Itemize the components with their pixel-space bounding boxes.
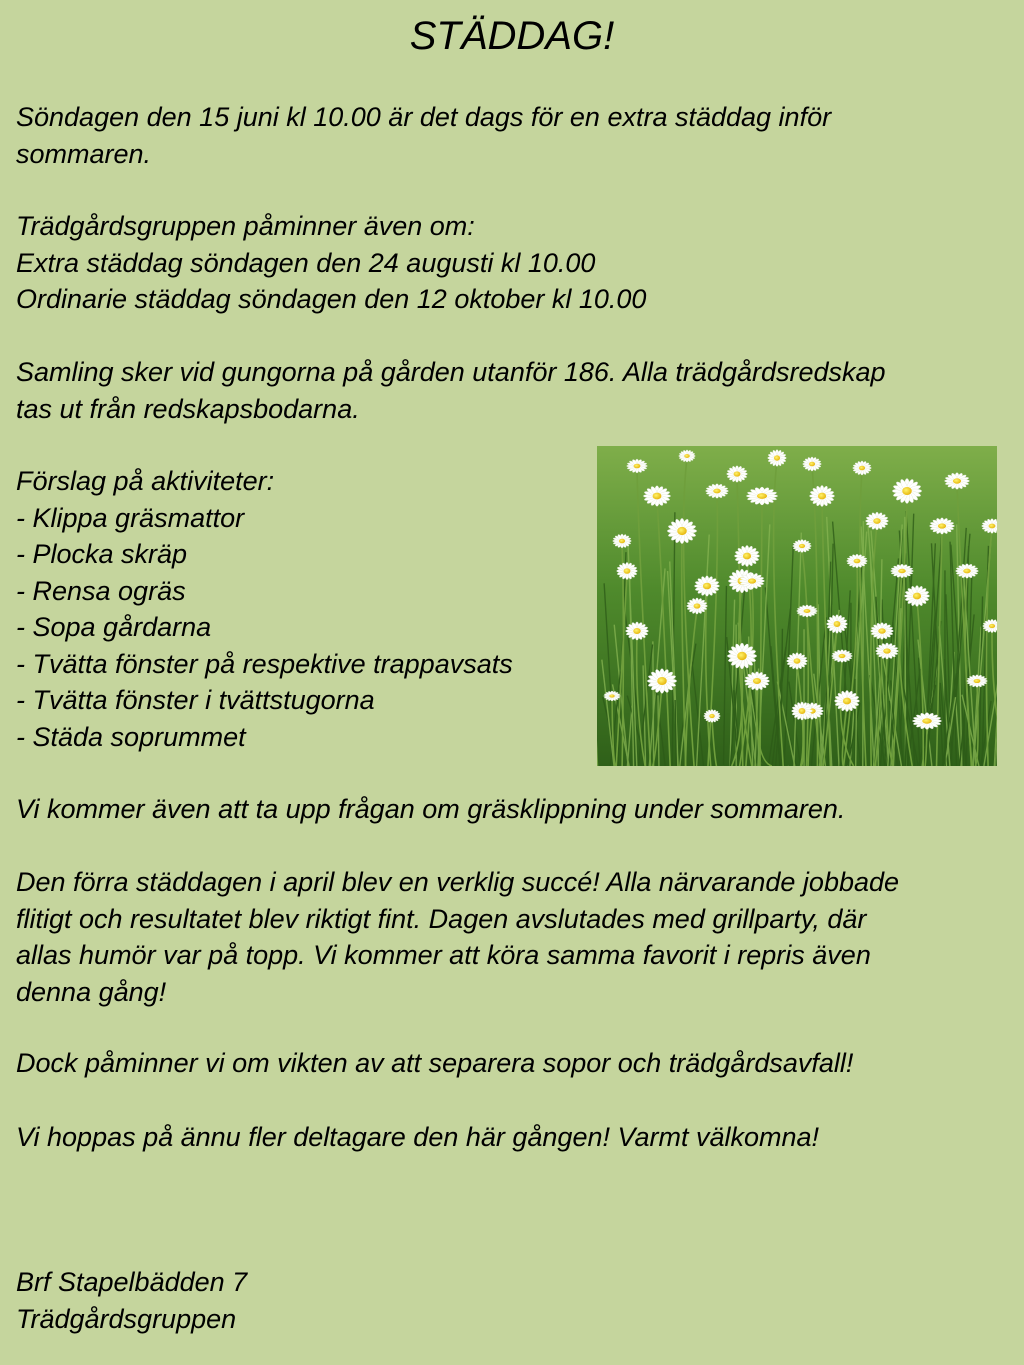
daisy-flower bbox=[904, 586, 929, 607]
daisy-flower bbox=[967, 675, 988, 688]
list-item: - Tvätta fönster i tvättstugorna bbox=[16, 685, 375, 715]
reminder-heading: Trädgårdsgruppen påminner även om: bbox=[16, 211, 475, 241]
previous-line: flitigt och resultatet blev riktigt fint. Dagen avslutades med grillparty, där bbox=[16, 903, 867, 934]
previous-line: allas humör var på topp. Vi kommer att köra samma favorit i repris även bbox=[16, 940, 871, 970]
intro-paragraph bbox=[16, 99, 831, 172]
daisy-flower bbox=[687, 598, 708, 614]
daisy-flower bbox=[832, 650, 853, 663]
list-item: - Tvätta fönster på respektive trappavsats bbox=[16, 648, 513, 679]
daisy-flower bbox=[643, 486, 670, 506]
daisy-flower bbox=[627, 459, 648, 473]
list-item: - Städa soprummet bbox=[16, 721, 246, 752]
recycling-note: Dock påminner vi om vikten av att separera sopor och trädgårdsavfall! bbox=[16, 1048, 854, 1078]
activities-list bbox=[16, 463, 513, 755]
daisy-flower bbox=[613, 534, 632, 548]
meeting-paragraph bbox=[16, 354, 886, 427]
daisy-flower bbox=[625, 622, 648, 640]
daisy-flower bbox=[797, 605, 818, 617]
daisy-flower bbox=[803, 457, 822, 471]
previous-line: denna gång! bbox=[16, 976, 167, 1007]
daisy-flower bbox=[787, 653, 808, 670]
daisy-flower bbox=[865, 512, 888, 530]
reminder-paragraph bbox=[16, 208, 646, 318]
daisy-flower bbox=[746, 487, 778, 505]
list-item: - Rensa ogräs bbox=[16, 575, 186, 606]
daisy-flower bbox=[694, 576, 719, 596]
daisy-flower bbox=[739, 573, 764, 589]
daisy-flower bbox=[912, 713, 941, 730]
daisy-flower bbox=[809, 485, 834, 506]
previous-line: Den förra städdagen i april blev en verklig succé! Alla närvarande jobbade bbox=[16, 867, 900, 897]
daisy-flower bbox=[744, 672, 769, 691]
list-item: - Klippa gräsmattor bbox=[16, 502, 245, 533]
daisy-flower bbox=[834, 690, 859, 711]
signature-group: Trädgårdsgruppen bbox=[16, 1303, 237, 1334]
daisy-flower bbox=[704, 709, 721, 722]
daisy-flower bbox=[792, 702, 813, 720]
daisy-flower bbox=[870, 623, 893, 640]
reminder-date-2: Ordinarie städdag söndagen den 12 oktober kl 10.00 bbox=[16, 284, 647, 314]
page-title: STÄDDAG! bbox=[409, 14, 615, 58]
daisy-flower bbox=[853, 461, 872, 475]
daisy-flower bbox=[734, 545, 759, 566]
daisy-flower bbox=[647, 669, 676, 694]
daisy-flower bbox=[705, 484, 728, 499]
signature-association: Brf Stapelbädden 7 bbox=[16, 1267, 248, 1297]
reminder-date-1: Extra städdag söndagen den 24 augusti kl 10.00 bbox=[16, 247, 596, 278]
daisy-flower bbox=[955, 564, 978, 579]
intro-line: Söndagen den 15 juni kl 10.00 är det dags för en extra städdag inför bbox=[16, 102, 832, 132]
daisy-flower bbox=[617, 562, 638, 579]
activities-heading: Förslag på aktiviteter: bbox=[16, 466, 275, 496]
daisy-flower bbox=[667, 518, 696, 543]
previous-paragraph bbox=[16, 864, 899, 1010]
daisy-flower bbox=[827, 615, 848, 634]
daisies-photo bbox=[597, 446, 997, 766]
daisy-flower bbox=[727, 643, 756, 669]
daisy-flower bbox=[890, 564, 913, 578]
daisy-flower bbox=[727, 466, 748, 483]
closing-line: Vi hoppas på ännu fler deltagare den här gången! Varmt välkomna! bbox=[16, 1122, 820, 1152]
grass-note: Vi kommer även att ta upp frågan om gräsklippning under sommaren. bbox=[16, 794, 846, 824]
list-item: - Plocka skräp bbox=[16, 539, 188, 569]
daisy-flower bbox=[679, 450, 696, 462]
daisy-flower bbox=[793, 539, 812, 552]
daisy-flower bbox=[929, 518, 954, 534]
daisy-flower bbox=[944, 473, 969, 490]
daisy-flower bbox=[892, 479, 921, 504]
intro-line: sommaren. bbox=[16, 138, 152, 169]
daisy-flower bbox=[875, 643, 898, 659]
daisy-flower bbox=[847, 554, 868, 568]
signature bbox=[16, 1264, 247, 1337]
meeting-line: Samling sker vid gungorna på gården utanför 186. Alla trädgårdsredskap bbox=[16, 357, 886, 387]
list-item: - Sopa gårdarna bbox=[16, 612, 212, 642]
meeting-line: tas ut från redskapsbodarna. bbox=[16, 393, 360, 424]
daisy-flower bbox=[604, 691, 621, 701]
daisy-flower bbox=[768, 450, 787, 467]
